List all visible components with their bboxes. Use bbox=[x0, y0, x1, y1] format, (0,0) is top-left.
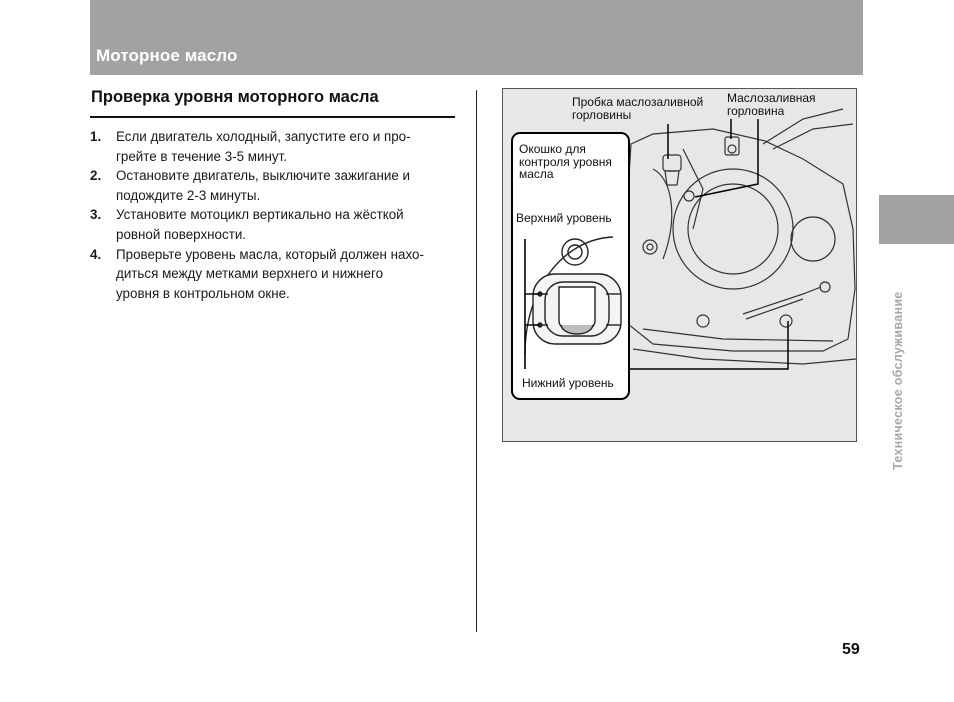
step-item bbox=[90, 205, 460, 244]
filler-cap-label bbox=[572, 96, 703, 121]
step-text-line: грейте в течение 3-5 минут. bbox=[116, 148, 287, 164]
filler-cap-label-line: горловины bbox=[572, 107, 632, 122]
step-text-line: Установите мотоцикл вертикально на жёсткой bbox=[116, 207, 404, 223]
step-text-line: Проверьте уровень масла, который должен нахо- bbox=[116, 246, 424, 262]
filler-cap bbox=[663, 155, 681, 171]
filler-neck bbox=[725, 137, 739, 155]
section-heading: Проверка уровня моторного масла bbox=[91, 88, 379, 106]
filler-neck-label bbox=[727, 92, 816, 117]
step-text-line: подождите 2-3 минуты. bbox=[116, 187, 261, 203]
filler-neck-label-line: горловина bbox=[727, 103, 785, 118]
step-item bbox=[90, 245, 460, 304]
leader-lines bbox=[630, 119, 788, 369]
step-text-line: Если двигатель холодный, запустите его и про- bbox=[116, 129, 411, 144]
inspection-window-label-line: контроля уровня bbox=[519, 154, 612, 169]
step-number: 4. bbox=[90, 246, 102, 262]
chapter-title: Моторное масло bbox=[96, 46, 238, 65]
steps-list bbox=[90, 127, 460, 303]
engine-outline bbox=[623, 129, 855, 351]
header-bar bbox=[90, 0, 863, 75]
heading-rule bbox=[90, 116, 455, 118]
clutch-cover bbox=[673, 169, 793, 289]
step-text-line: ровной поверхности. bbox=[116, 226, 247, 242]
column-divider bbox=[476, 90, 477, 632]
inspection-window-label-line: Окошко для bbox=[519, 142, 586, 156]
page-number: 59 bbox=[842, 641, 860, 658]
step-text-line: диться между метками верхнего и нижнего bbox=[116, 266, 384, 282]
filler-neck-label-line: Маслозаливная bbox=[727, 91, 816, 105]
section-tab bbox=[879, 195, 954, 244]
step-item bbox=[90, 166, 460, 205]
filler-cap-label-line: Пробка маслозаливной bbox=[572, 95, 704, 109]
upper-level-label: Верхний уровень bbox=[516, 211, 612, 225]
step-item bbox=[90, 127, 460, 166]
step-number: 2. bbox=[90, 168, 102, 184]
section-caption: Техническое обслуживание bbox=[891, 291, 905, 470]
step-text-line: уровня в контрольном окне. bbox=[116, 285, 290, 301]
lower-level-label: Нижний уровень bbox=[522, 376, 614, 390]
inspection-window-label bbox=[519, 143, 612, 181]
step-text-line: Остановите двигатель, выключите зажигание и bbox=[116, 168, 410, 184]
oil-level-figure bbox=[502, 88, 857, 442]
inspection-window-label-line: масла bbox=[519, 167, 554, 181]
step-number: 3. bbox=[90, 207, 102, 223]
step-number: 1. bbox=[90, 129, 102, 144]
